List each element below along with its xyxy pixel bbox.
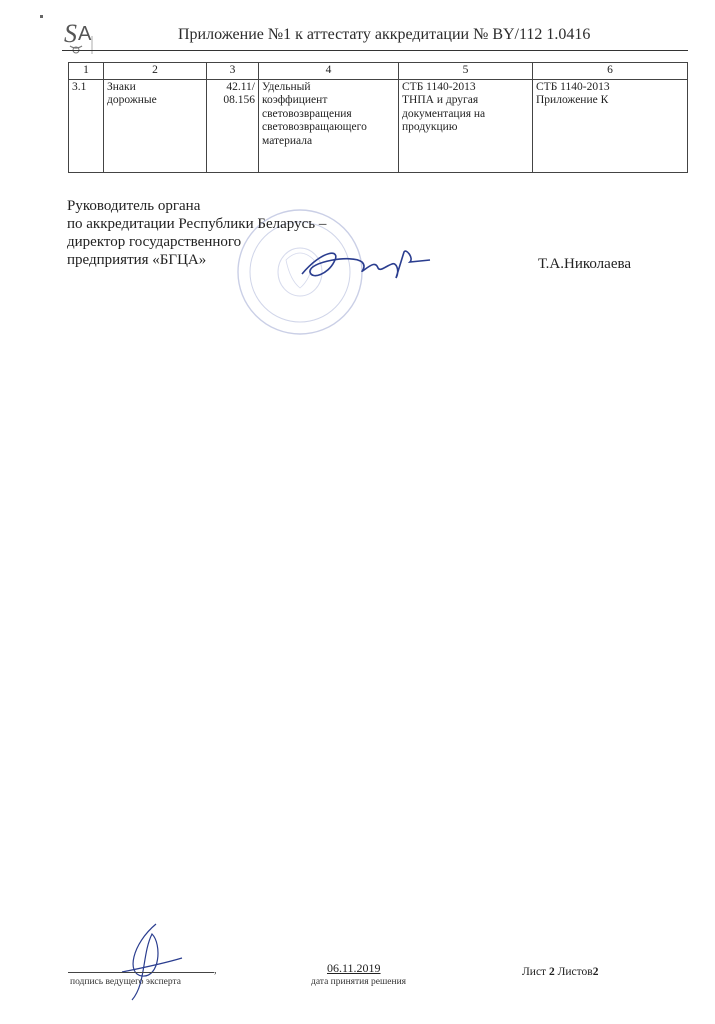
cell-line: ТНПА и другая (402, 94, 479, 107)
decision-date: 06.11.2019 (327, 961, 381, 975)
table-row (69, 79, 688, 172)
cell-line: Удельный (262, 80, 311, 93)
method-doc-cell (533, 79, 688, 172)
item-number-cell (69, 79, 104, 172)
column-number: 1 (69, 63, 104, 80)
sheet-counter (522, 966, 598, 978)
column-number: 2 (104, 63, 207, 80)
sheets-label: Листов (557, 966, 593, 978)
cell-line: СТБ 1140-2013 (402, 80, 476, 93)
svg-text:A: A (78, 23, 92, 45)
column-number: 3 (207, 63, 259, 80)
cell-line: коэффициент (262, 94, 328, 107)
cell-line: материала (262, 134, 313, 147)
signatory-line: предприятия «БГЦА» (67, 252, 207, 268)
signatory-line: Руководитель органа (67, 198, 201, 214)
cell-line: световозвращающего (262, 121, 367, 134)
cell-line: продукцию (402, 121, 458, 134)
expert-signature-line (68, 972, 214, 973)
document-title: Приложение №1 к аттестату аккредитации № BY/112 1.0416 (178, 26, 591, 43)
cell-line: 08.156 (223, 94, 255, 107)
signatory-position (67, 197, 387, 269)
accreditation-scope-table (68, 62, 688, 173)
expert-signature-caption: подпись ведущего эксперта (70, 977, 181, 987)
signatory-name: Т.А.Николаева (538, 256, 632, 272)
svg-text:S: S (64, 19, 77, 48)
sheets-total: 2 (592, 966, 599, 978)
cell-line: СТБ 1140-2013 (536, 80, 610, 93)
sheet-label: Лист (522, 966, 547, 978)
column-number: 5 (399, 63, 533, 80)
signatory-line: директор государственного (67, 234, 242, 250)
footer-comma: , (214, 965, 217, 976)
cell-line: дорожные (107, 94, 157, 107)
scan-speck (40, 15, 43, 18)
decision-date-caption: дата принятия решения (311, 977, 407, 987)
column-number: 4 (259, 63, 399, 80)
signatory-line: по аккредитации Республики Беларусь – (67, 216, 327, 232)
cell-line: 3.1 (72, 80, 87, 93)
table-header-row (69, 63, 688, 80)
cell-line: Приложение К (536, 94, 609, 107)
product-cell (104, 79, 207, 172)
cell-line: Знаки (107, 80, 136, 93)
code-cell (207, 79, 259, 172)
requirements-doc-cell (399, 79, 533, 172)
cell-line: 42.11/ (226, 80, 255, 93)
sheet-number: 2 (548, 966, 555, 978)
cell-line: световозвращения (262, 107, 352, 120)
header-divider (62, 50, 688, 51)
expert-signature (112, 914, 192, 1004)
cell-line: документация на (402, 107, 486, 120)
column-number: 6 (533, 63, 688, 80)
characteristic-cell (259, 79, 399, 172)
